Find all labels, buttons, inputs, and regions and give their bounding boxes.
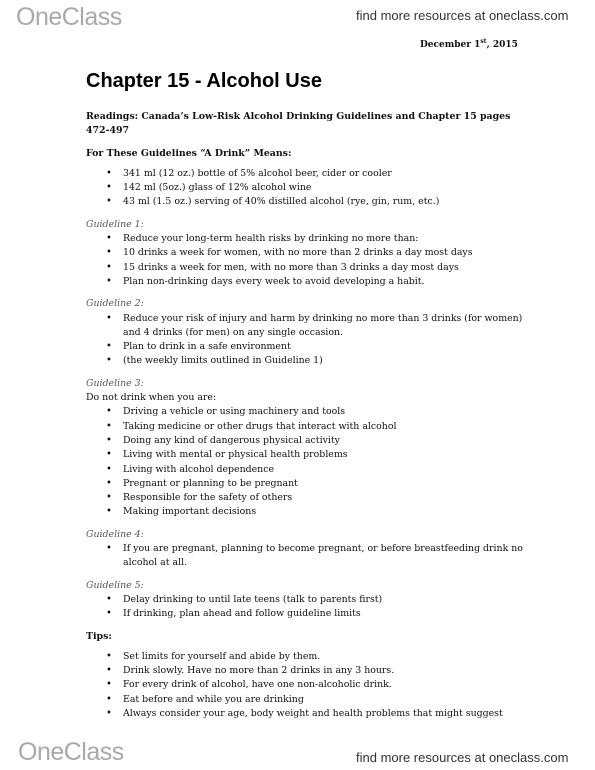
guideline-3-intro: Do not drink when you are: [86, 392, 217, 404]
list-item: • 142 ml (5oz.) glass of 12% alcohol wine [86, 181, 526, 195]
guideline-5-list [86, 593, 526, 622]
list-item: • Living with alcohol dependence [86, 463, 526, 477]
find-more-link-footer[interactable]: find more resources at oneclass.com [356, 750, 569, 765]
guideline-3-list [86, 405, 526, 519]
list-item: • Driving a vehicle or using machinery and tools [86, 405, 526, 419]
guideline-2-heading: Guideline 2: [86, 298, 144, 310]
list-item: • Plan non-drinking days every week to avoid developing a habit. [86, 275, 526, 289]
list-item: • Delay drinking to until late teens (talk to parents first) [86, 593, 526, 607]
guideline-3-heading: Guideline 3: [86, 377, 144, 389]
guideline-4-list [86, 542, 526, 571]
list-item: • Reduce your risk of injury and harm by drinking no more than 3 drinks (for women) and 4 drinks (for men) on any single occasion. [86, 312, 526, 341]
top-banner [0, 0, 595, 31]
page-title: Chapter 15 - Alcohol Use [86, 70, 322, 92]
oneclass-logo-footer[interactable]: OneClass [18, 738, 124, 766]
list-item: • Pregnant or planning to be pregnant [86, 477, 526, 491]
list-item: • 341 ml (12 oz.) bottle of 5% alcohol beer, cider or cooler [86, 167, 526, 181]
list-item: • Plan to drink in a safe environment [86, 340, 526, 354]
find-more-link[interactable]: find more resources at oneclass.com [356, 8, 569, 23]
list-item: • Taking medicine or other drugs that interact with alcohol [86, 420, 526, 434]
oneclass-logo[interactable]: OneClass [16, 3, 122, 31]
guideline-1-heading: Guideline 1: [86, 218, 144, 230]
readings-line: Readings: Canada’s Low-Risk Alcohol Drinking Guidelines and Chapter 15 pages 472-497 [86, 111, 511, 137]
definition-list [86, 167, 526, 210]
list-item: • Making important decisions [86, 505, 526, 519]
guideline-4-heading: Guideline 4: [86, 528, 144, 540]
guideline-5-heading: Guideline 5: [86, 579, 144, 591]
tips-list [86, 650, 526, 721]
list-item: • Always consider your age, body weight and health problems that might suggest [86, 707, 526, 721]
guideline-1-list [86, 232, 526, 289]
list-item: • Reduce your long-term health risks by drinking no more than: [86, 232, 526, 246]
list-item: • For every drink of alcohol, have one non-alcoholic drink. [86, 678, 526, 692]
list-item: • (the weekly limits outlined in Guideline 1) [86, 354, 526, 368]
list-item: • 10 drinks a week for women, with no more than 2 drinks a day most days [86, 246, 526, 260]
list-item: • 15 drinks a week for men, with no more than 3 drinks a day most days [86, 261, 526, 275]
list-item: • Living with mental or physical health problems [86, 448, 526, 462]
document-date: December 1st, 2015 [420, 38, 518, 50]
list-item: • Drink slowly. Have no more than 2 drinks in any 3 hours. [86, 664, 526, 678]
list-item: • Doing any kind of dangerous physical activity [86, 434, 526, 448]
definition-heading: For These Guidelines “A Drink” Means: [86, 147, 292, 159]
guideline-2-list [86, 312, 526, 369]
list-item: • Set limits for yourself and abide by them. [86, 650, 526, 664]
list-item: • If you are pregnant, planning to become pregnant, or before breastfeeding drink no alcohol at all. [86, 542, 526, 571]
tips-heading: Tips: [86, 630, 112, 642]
list-item: • If drinking, plan ahead and follow guideline limits [86, 607, 526, 621]
document-body [86, 110, 526, 721]
list-item: • Responsible for the safety of others [86, 491, 526, 505]
list-item: • Eat before and while you are drinking [86, 693, 526, 707]
list-item: • 43 ml (1.5 oz.) serving of 40% distilled alcohol (rye, gin, rum, etc.) [86, 195, 526, 209]
